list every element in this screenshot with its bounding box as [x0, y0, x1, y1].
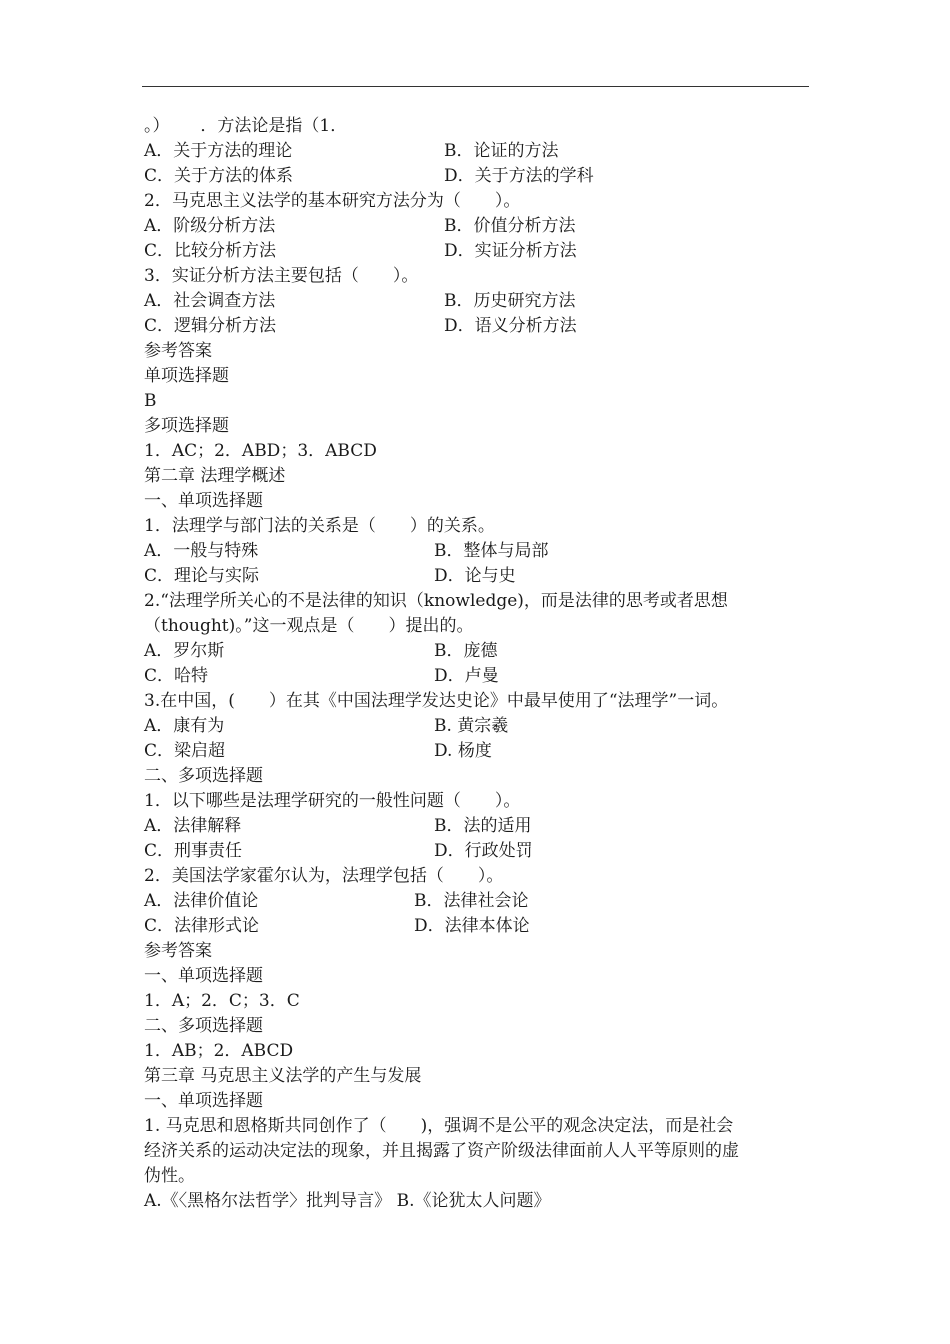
option-right: D．卢曼 [434, 666, 499, 686]
text-line: 参考答案 [144, 941, 212, 961]
text-line: 伪性。 [144, 1166, 195, 1186]
option-left: A．法律价值论 [144, 891, 259, 911]
option-left: C．逻辑分析方法 [144, 316, 277, 336]
text-line: 2．美国法学家霍尔认为，法理学包括（ ）。 [144, 866, 504, 886]
option-left: A．罗尔斯 [144, 641, 225, 661]
option-right: D．法律本体论 [414, 916, 530, 936]
text-line: 第三章 马克思主义法学的产生与发展 [144, 1066, 422, 1086]
option-right: D．语义分析方法 [444, 316, 577, 336]
option-left: A．阶级分析方法 [144, 216, 276, 236]
option-left: A．法律解释 [144, 816, 242, 836]
option-row [144, 564, 809, 589]
option-row [144, 214, 809, 239]
text-line: 一、单项选择题 [144, 491, 263, 511]
text-line: 参考答案 [144, 341, 212, 361]
option-row [144, 164, 809, 189]
text-line: 1．以下哪些是法理学研究的一般性问题（ ）。 [144, 791, 521, 811]
option-right: B．庞德 [434, 641, 498, 661]
text-line: 1．法理学与部门法的关系是（ ）的关系。 [144, 516, 495, 536]
text-line: 2．马克思主义法学的基本研究方法分为（ ）。 [144, 191, 521, 211]
option-right: D．关于方法的学科 [444, 166, 594, 186]
text-line: 3.在中国，( ）在其《中国法理学发达史论》中最早使用了“法理学”一词。 [144, 691, 729, 711]
text-line: 。） ．方法论是指（1． [144, 116, 348, 136]
text-line: 1．AC；2．ABD；3．ABCD [144, 441, 377, 461]
option-row [144, 664, 809, 689]
text-line: 1．AB；2．ABCD [144, 1041, 294, 1061]
option-right: B．价值分析方法 [444, 216, 576, 236]
option-left: A．社会调查方法 [144, 291, 276, 311]
option-right: B．整体与局部 [434, 541, 549, 561]
option-right: D．行政处罚 [434, 841, 533, 861]
text-line: 二、多项选择题 [144, 766, 263, 786]
option-left: C．哈特 [144, 666, 209, 686]
option-row [144, 139, 809, 164]
option-row [144, 739, 809, 764]
option-row [144, 239, 809, 264]
option-right: B．法律社会论 [414, 891, 529, 911]
text-line: A.《〈黑格尔法哲学〉批判导言》 B.《论犹太人问题》 [144, 1191, 551, 1211]
option-left: C．理论与实际 [144, 566, 260, 586]
text-line: 1．A；2．C；3．C [144, 991, 300, 1011]
option-left: A．关于方法的理论 [144, 141, 293, 161]
text-line: B [144, 391, 157, 411]
text-line: 第二章 法理学概述 [144, 466, 286, 486]
text-line: 经济关系的运动决定法的现象，并且揭露了资产阶级法律面前人人平等原则的虚 [144, 1141, 739, 1161]
option-left: A．一般与特殊 [144, 541, 259, 561]
text-line: 3．实证分析方法主要包括（ ）。 [144, 266, 419, 286]
option-right: B. 黄宗羲 [434, 716, 509, 736]
option-right: B．法的适用 [434, 816, 532, 836]
option-row [144, 889, 809, 914]
text-line: 一、单项选择题 [144, 1091, 263, 1111]
option-row [144, 639, 809, 664]
option-right: D．实证分析方法 [444, 241, 577, 261]
option-right: D．论与史 [434, 566, 516, 586]
option-left: C．比较分析方法 [144, 241, 277, 261]
option-row [144, 314, 809, 339]
option-left: C．关于方法的体系 [144, 166, 294, 186]
document-body [144, 114, 809, 1214]
option-left: C．法律形式论 [144, 916, 260, 936]
option-row [144, 539, 809, 564]
text-line: 2.“法理学所关心的不是法律的知识（knowledge)，而是法律的思考或者思想 [144, 591, 728, 611]
header-rule [142, 86, 809, 87]
option-left: C．梁启超 [144, 741, 226, 761]
text-line: 单项选择题 [144, 366, 229, 386]
option-right: B．历史研究方法 [444, 291, 576, 311]
option-right: B．论证的方法 [444, 141, 559, 161]
text-line: 二、多项选择题 [144, 1016, 263, 1036]
option-row [144, 714, 809, 739]
option-right: D. 杨度 [434, 741, 492, 761]
text-line: 1. 马克思和恩格斯共同创作了（ )，强调不是公平的观念决定法，而是社会 [144, 1116, 734, 1136]
option-row [144, 814, 809, 839]
text-line: 一、单项选择题 [144, 966, 263, 986]
option-left: A．康有为 [144, 716, 225, 736]
option-row [144, 289, 809, 314]
option-left: C．刑事责任 [144, 841, 243, 861]
option-row [144, 839, 809, 864]
text-line: （thought)。”这一观点是（ ）提出的。 [144, 616, 474, 636]
option-row [144, 914, 809, 939]
text-line: 多项选择题 [144, 416, 229, 436]
